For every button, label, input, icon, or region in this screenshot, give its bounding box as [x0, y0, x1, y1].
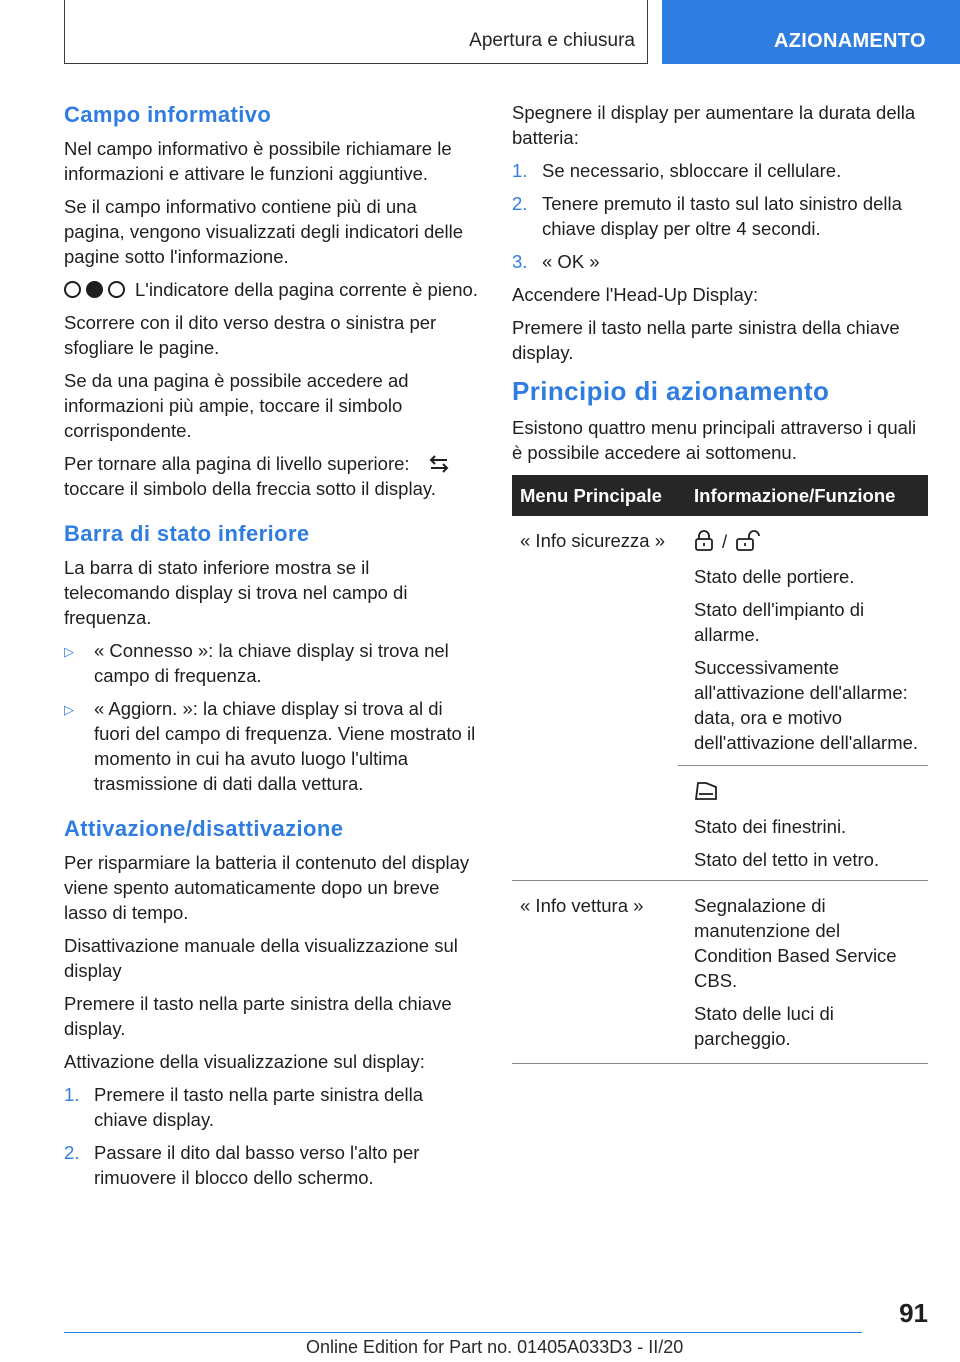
door-unlocked-icon: [735, 530, 761, 552]
page-indicator-paragraph: [64, 277, 478, 302]
door-locked-icon: [694, 530, 714, 552]
table-cell-menu: « Info sicurezza »: [512, 516, 678, 881]
paragraph-text: Per tornare alla pagina di livello superiore:: [64, 453, 410, 474]
heading-principio: Principio di azionamento: [512, 376, 830, 406]
heading-campo-informativo: Campo informativo: [64, 102, 272, 127]
left-column: [64, 100, 478, 1198]
paragraph-text: L'indicatore della pagina corrente è pieno.: [135, 279, 478, 300]
heading-barra-stato: Barra di stato inferiore: [64, 521, 310, 546]
list-item: 1. Se necessario, sbloccare il cellulare.: [512, 160, 842, 181]
paragraph: Per risparmiare la batteria il contenuto del display viene spento automaticamente dopo un breve lasso di tempo.: [64, 852, 470, 923]
heading-attivazione: Attivazione/disattivazione: [64, 816, 344, 841]
table-cell-info: Segnalazione di manutenzione del Condition Based Service CBS. Stato delle luci di parcheggio.: [678, 881, 928, 1064]
paragraph: Se da una pagina è possibile accedere ad informazioni più ampie, toccare il simbolo corrispondente.: [64, 370, 409, 441]
table-cell-info: / Stato delle portiere. Stato dell'impianto di allarme. Successivamente all'attivazione dell'allarme: data, ora e motivo dell'attivazione dell'allarme. Stato dei finestrini. Stato del tetto in vetro.: [678, 516, 928, 881]
table-cell-menu: « Info vettura »: [512, 881, 678, 1064]
paragraph: Attivazione della visualizzazione sul display:: [64, 1051, 425, 1072]
paragraph: Se il campo informativo contiene più di una pagina, vengono visualizzati degli indicatori delle pagine sotto l'informazione.: [64, 196, 464, 267]
list-item: ▷ « Connesso »: la chiave display si trova nel campo di frequenza.: [64, 640, 449, 686]
back-arrow-icon: [429, 455, 449, 473]
table-row: [512, 881, 928, 1064]
list-item: ▷ « Aggiorn. »: la chiave display si trova al di fuori del campo di frequenza. Viene mostrato il momento in cui ha avuto luogo l'ultima trasmissione di dati dalla vettura.: [64, 698, 476, 794]
list-item: 2. Passare il dito dal basso verso l'alto per rimuovere il blocco dello schermo.: [64, 1142, 420, 1188]
table-row: [512, 516, 928, 881]
page-indicator-icon: [64, 281, 125, 298]
window-icon: [694, 781, 718, 801]
paragraph-text: toccare il simbolo della freccia sotto il display.: [64, 478, 436, 499]
list-item: 1. Premere il tasto nella parte sinistra della chiave display.: [64, 1084, 424, 1130]
triangle-bullet-icon: ▷: [64, 702, 74, 717]
paragraph: Disattivazione manuale della visualizzazione sul display: [64, 935, 458, 981]
section-title: Apertura e chiusura: [469, 30, 635, 51]
table-header-function: Informazione/Funzione: [678, 475, 928, 516]
header-section-box: [64, 0, 648, 64]
chapter-tab: AZIONAMENTO: [662, 0, 960, 64]
footer-divider: [64, 1332, 862, 1333]
list-item: 2. Tenere premuto il tasto sul lato sinistro della chiave display per oltre 4 secondi.: [512, 193, 902, 239]
paragraph: Nel campo informativo è possibile richiamare le informazioni e attivare le funzioni aggiuntive.: [64, 138, 452, 184]
right-column: [512, 100, 928, 1064]
footer-edition: Online Edition for Part no. 01405A033D3 - II/20: [306, 1337, 684, 1357]
paragraph: Accendere l'Head-Up Display:: [512, 284, 759, 305]
triangle-bullet-icon: ▷: [64, 644, 74, 659]
table-header-menu: Menu Principale: [512, 475, 678, 516]
page-number: 91: [899, 1298, 928, 1328]
list-item: 3. « OK »: [512, 251, 600, 272]
paragraph: Premere il tasto nella parte sinistra della chiave display.: [64, 993, 452, 1039]
menu-table: [512, 475, 928, 1064]
paragraph: Esistono quattro menu principali attraverso i quali è possibile accedere ai sottomenu.: [512, 417, 917, 463]
paragraph-back: [64, 451, 478, 501]
paragraph: Premere il tasto nella parte sinistra della chiave display.: [512, 317, 900, 363]
paragraph: Scorrere con il dito verso destra o sinistra per sfogliare le pagine.: [64, 312, 437, 358]
paragraph: La barra di stato inferiore mostra se il telecomando display si trova nel campo di frequenza.: [64, 557, 408, 628]
paragraph: Spegnere il display per aumentare la durata della batteria:: [512, 102, 916, 148]
